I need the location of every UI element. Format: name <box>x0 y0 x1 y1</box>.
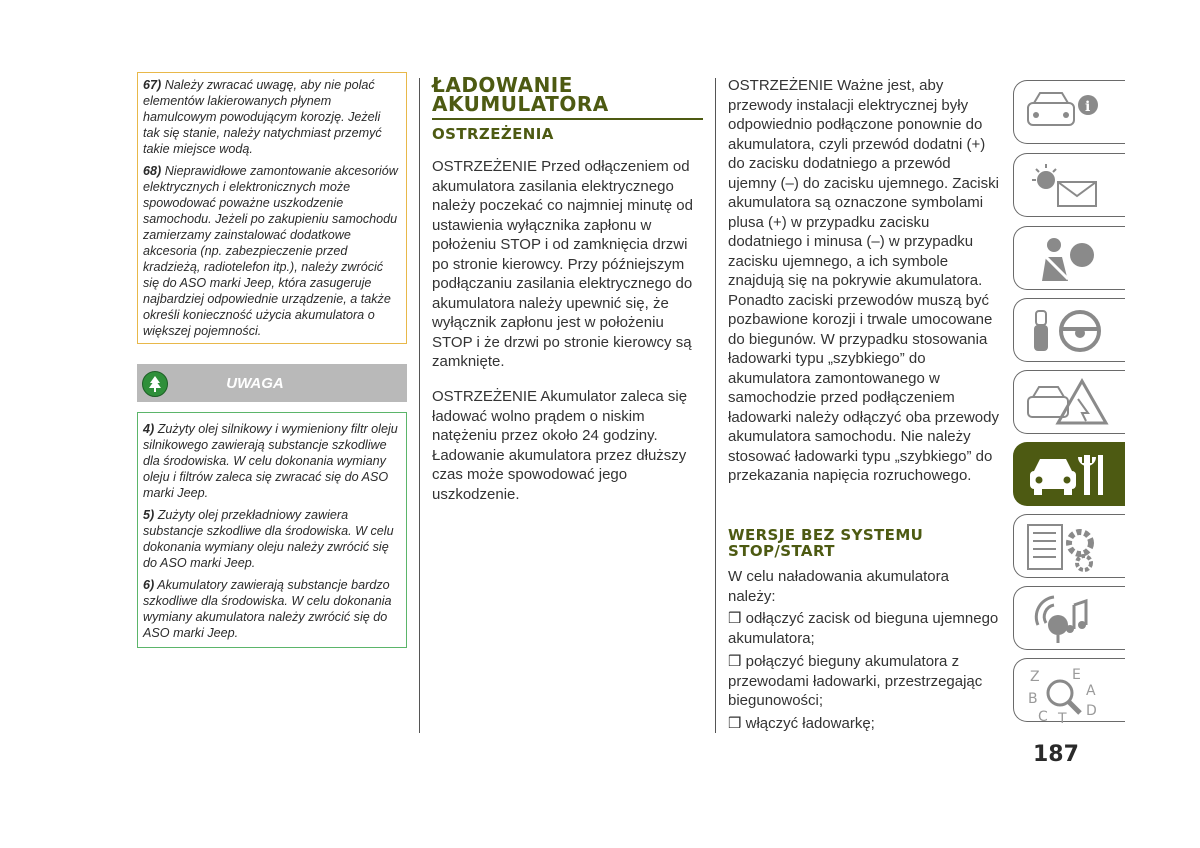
tree-environment-icon <box>142 371 168 397</box>
emergency-warning-icon <box>1024 377 1114 429</box>
key-steering-wheel-icon <box>1024 305 1114 357</box>
tab-multimedia[interactable] <box>1013 586 1125 650</box>
page-number: 187 <box>1033 742 1079 767</box>
uwaga-label: UWAGA <box>226 375 284 392</box>
column-divider-left <box>419 78 420 733</box>
warning-note-68: 68) Nieprawidłowe zamontowanie akcesoriów elektrycznych i elektronicznych może spowodować poważne uszkodzenie samochodu. Jeżeli po zakupieniu samochodu zamierzamy zainstalować dodatkowe akcesoria (np. zabezpieczenie przed kradzieżą, radiotelefon itp.), należy zwrócić się do ASO marki Jeep, która zasugeruje najbardziej odpowiednie urządzenie, a także określi konieczność użycia akumulatora o większej pojemności. <box>143 164 398 338</box>
note-6: 6) Akumulatory zawierają substancje bardzo szkodliwe dla środowiska. W celu dokonania wymiany akumulatora należy zwrócić się do ASO marki Jeep. <box>143 578 392 640</box>
section-title: ŁADOWANIE AKUMULATORA <box>432 73 609 116</box>
warning-paragraph-1: OSTRZEŻENIE Przed odłączeniem od akumulatora zasilania elektrycznego należy poczekać co najmniej minutę od ustawienia wyłącznika zapłonu w położeniu STOP i od zamknięcia drzwi po stronie kierowcy. Przy późniejszym podłączaniu zasilania elektrycznego do akumulatora należy upewnić się, że wyłącznik zapłonu jest w położeniu STOP i że drzwi po stronie kierowcy są zamknięte. <box>432 158 693 370</box>
car-info-icon <box>1024 87 1114 139</box>
polarity-warning-paragraph: OSTRZEŻENIE Ważne jest, aby przewody instalacji elektrycznej były odpowiednio podłączone ponownie do akumulatora, czyli przewód dodatni (+) do zacisku dodatniego a przewód ujemny (–) do zacisku ujemnego. Zaciski akumulatora są oznaczone symbolami plusa (+) w przypadku zacisku dodatniego i minusa (–) w przypadku zacisku ujemnego, a ich symbole znajdują się na pokrywie akumulatora. Ponadto zaciski przewodów muszą być pozbawione korozji i trwale umocowane do biegunów. W przypadku stosowania ładowarki typu „szybkiego” do akumulatora zamontowanego w samochodzie przed podłączeniem ładowarki należy odłączyć oba przewody akumulatora samochodu. Nie należy stosować ładowarki typu „szybkiego” do przekazania napięcia rozruchowego. <box>728 77 999 484</box>
charging-intro: W celu naładowania akumulatora należy: <box>728 568 949 605</box>
svg-text:Z: Z <box>1030 669 1040 685</box>
tab-safety[interactable] <box>1013 226 1125 290</box>
tab-technical-data[interactable] <box>1013 514 1125 578</box>
tab-maintenance[interactable] <box>1013 442 1125 506</box>
tab-vehicle-info[interactable] <box>1013 80 1125 144</box>
warning-note-67: 67) Należy zwracać uwagę, aby nie polać elementów lakierowanych płynem hamulcowym powodującym korozję. Jeżeli tak się stanie, należy natychmiast przemyć takie miejsce wodą. <box>143 78 382 156</box>
tab-dashboard[interactable] <box>1013 153 1125 217</box>
svg-text:E: E <box>1072 667 1081 683</box>
tab-emergency[interactable] <box>1013 370 1125 434</box>
charging-step-2: ❒ połączyć bieguny akumulatora z przewodami ładowarki, przestrzegając biegunowości; <box>728 653 983 709</box>
warning-notes-box <box>137 72 407 344</box>
svg-text:D: D <box>1086 703 1097 719</box>
versions-subheading: WERSJE BEZ SYSTEMU STOP/START <box>728 526 924 560</box>
warnings-subheading: OSTRZEŻENIA <box>432 125 554 143</box>
column-divider-right <box>715 78 716 733</box>
tab-starting-driving[interactable] <box>1013 298 1125 362</box>
dashboard-lights-icon <box>1024 160 1114 212</box>
safety-airbag-icon <box>1024 233 1114 285</box>
svg-text:C: C <box>1038 709 1048 725</box>
svg-text:T: T <box>1058 711 1067 725</box>
tab-alphabetical-index[interactable] <box>1013 658 1125 725</box>
alphabetical-index-icon <box>1024 665 1114 725</box>
multimedia-icon <box>1024 593 1114 645</box>
svg-text:A: A <box>1086 683 1096 699</box>
technical-data-icon <box>1024 521 1114 573</box>
charging-step-1: ❒ odłączyć zacisk od bieguna ujemnego akumulatora; <box>728 610 999 647</box>
title-underline <box>432 118 703 120</box>
note-5: 5) Zużyty olej przekładniowy zawiera substancje szkodliwe dla środowiska. W celu dokonania wymiany oleju należy zwrócić się do ASO marki Jeep. <box>143 508 394 570</box>
environment-notes-box <box>137 412 407 648</box>
charging-step-3: ❒ włączyć ładowarkę; <box>728 715 875 732</box>
note-4: 4) Zużyty olej silnikowy i wymieniony filtr oleju silnikowego zawierają substancje szkodliwe dla środowiska. W celu dokonania wymiany oleju i filtrów zaleca się zwracać się do ASO marki Jeep. <box>143 422 398 500</box>
warning-paragraph-2: OSTRZEŻENIE Akumulator zaleca się ładować wolno prądem o niskim natężeniu przez około 24 godziny. Ładowanie akumulatora przez dłuższy czas może spowodować jego uszkodzenie. <box>432 388 688 503</box>
svg-text:i: i <box>1085 99 1091 115</box>
svg-text:B: B <box>1028 691 1038 707</box>
car-maintenance-icon <box>1024 449 1114 501</box>
